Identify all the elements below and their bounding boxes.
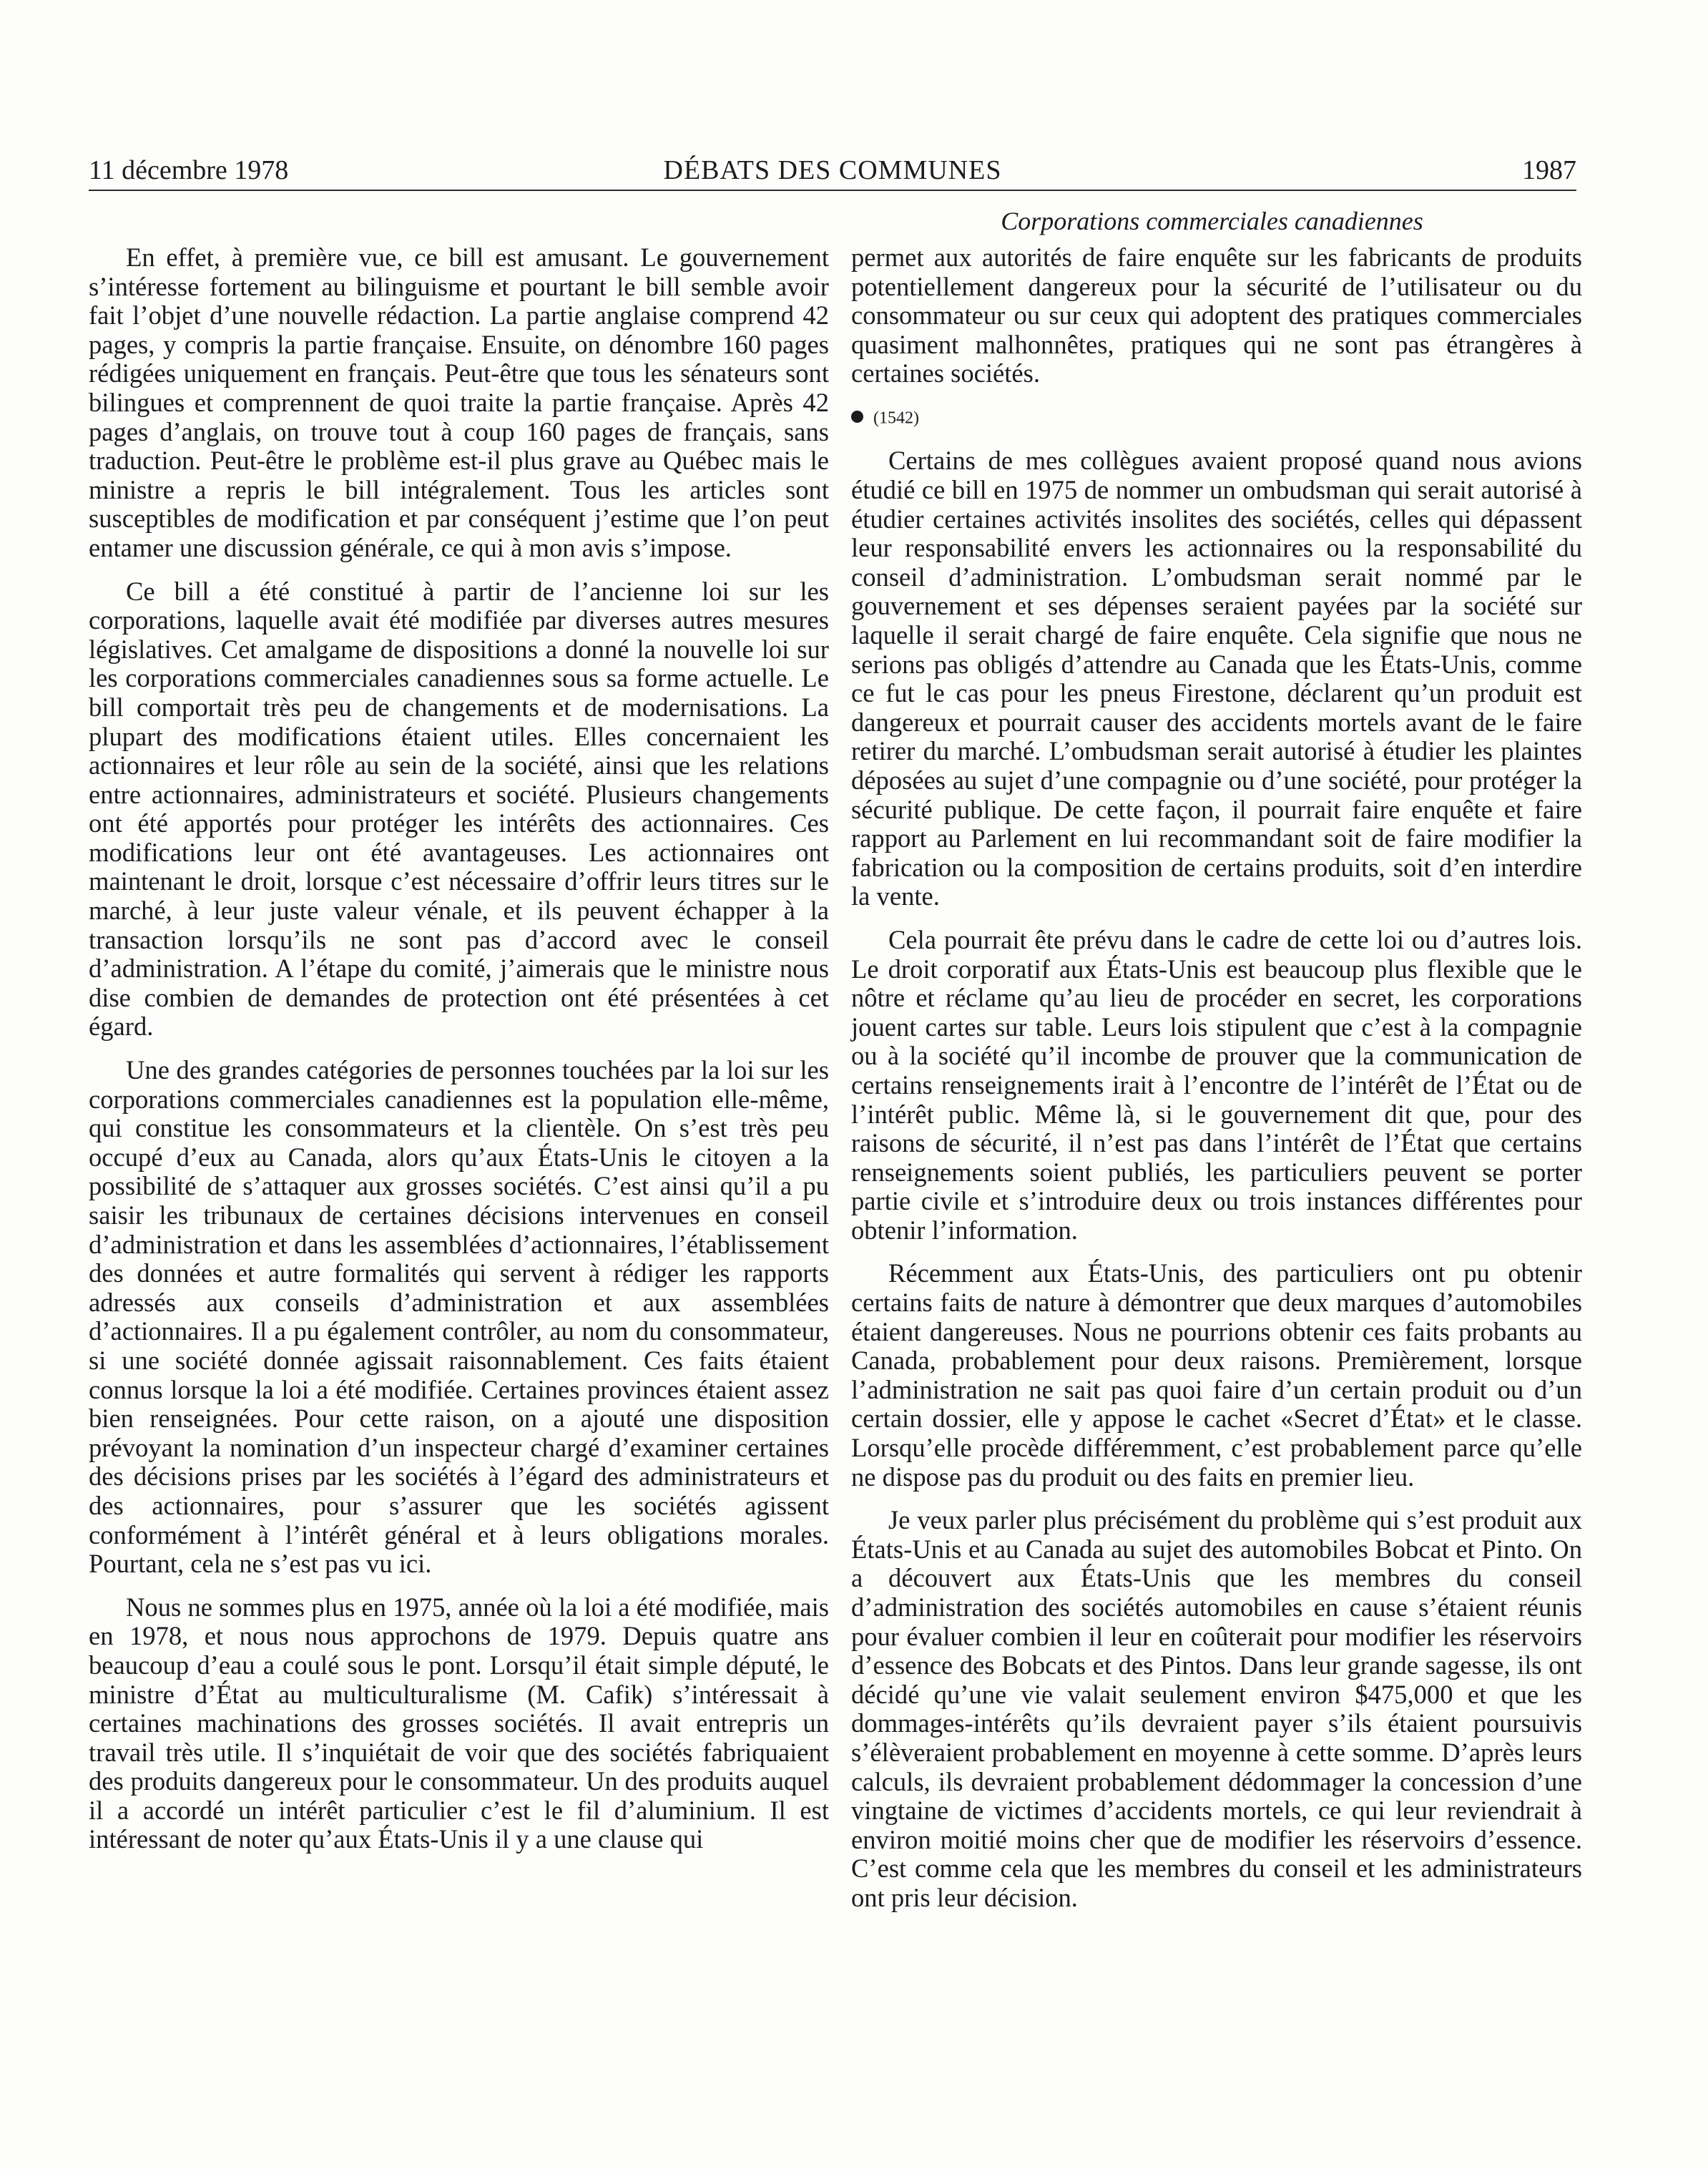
header-rule	[89, 190, 1576, 191]
header-title: DÉBATS DES COMMUNES	[663, 155, 1002, 185]
paragraph: Une des grandes catégories de personnes touchées par la loi sur les corporations commerciales canadiennes est la population elle-même, qui constitue les consommateurs et la clientèle. On s’est très peu occupé d’eux au Canada, alors qu’aux États-Unis le citoyen a la possibilité de s’attaquer aux grosses sociétés. C’est ainsi qu’il a pu saisir les tribunaux de certaines décisions intervenues en conseil d’administration et dans les assemblées d’actionnaires, l’établissement des données et autre formalités qui servent à rédiger les rapports adressés aux conseils d’administration et aux assemblées d’actionnaires. Il a pu également contrôler, au nom du consommateur, si une société donnée agissait raisonnablement. Ces faits étaient connus lorsque la loi a été modifiée. Certaines provinces étaient assez bien renseignées. Pour cette raison, on a ajouté une disposition prévoyant la nomination d’un inspecteur chargé d’examiner certaines des décisions prises par les sociétés à l’égard des administrateurs et des actionnaires, pour s’assurer que les sociétés agissent conformément à l’intérêt général et à leurs obligations morales. Pourtant, cela ne s’est pas vu ici.	[89, 1055, 829, 1579]
continued-paragraph: permet aux autorités de faire enquête sur les fabricants de produits potentiellement dangereux pour la sécurité de l’utilisateur ou du consommateur ou sur ceux qui adoptent des pratiques commerciales quasiment malhonnêtes, pratiques qui ne sont pas étrangères à certaines sociétés.	[851, 243, 1582, 388]
paragraph: Ce bill a été constitué à partir de l’ancienne loi sur les corporations, laquelle avait été modifiée par diverses autres mesures législatives. Cet amalgame de dispositions a donné la nouvelle loi sur les corporations commerciales canadiennes sous sa forme actuelle. Le bill comportait très peu de changements et de modernisations. La plupart des modifications étaient utiles. Elles concernaient les actionnaires et leur rôle au sein de la société, ainsi que les relations entre actionnaires, administrateurs et société. Plusieurs changements ont été apportés pour protéger les intérêts des actionnaires. Ces modifications leur ont été avantageuses. Les actionnaires ont maintenant le droit, lorsque c’est nécessaire d’offrir leurs titres sur le marché, à leur juste valeur vénale, et ils peuvent échapper à la transaction lorsqu’ils ne sont pas d’accord avec le conseil d’administration. A l’étape du comité, j’aimerais que le ministre nous dise combien de demandes de protection ont été présentées à cet égard.	[89, 576, 829, 1042]
bullet-icon	[851, 411, 863, 423]
paragraph: En effet, à première vue, ce bill est amusant. Le gouvernement s’intéresse fortement au bilinguisme et pourtant le bill semble avoir fait l’objet d’une nouvelle rédaction. La partie anglaise comprend 42 pages, y compris la partie française. Ensuite, on dénombre 160 pages rédigées uniquement en français. Peut-être que tous les sénateurs sont bilingues et comprennent de quoi traite la partie française. Après 42 pages d’anglais, on trouve tout à coup 160 pages de français, sans traduction. Peut-être le problème est-il plus grave au Québec mais le ministre a repris le bill intégralement. Tous les articles sont susceptibles de modification et par conséquent j’estime que l’on peut entamer une discussion générale, ce qui à mon avis s’impose.	[89, 243, 829, 562]
left-column	[89, 243, 829, 1869]
time-marker-label: (1542)	[873, 408, 919, 428]
page-number: 1987	[1522, 155, 1576, 185]
right-column	[851, 243, 1582, 1927]
paragraph: Nous ne sommes plus en 1975, année où la loi a été modifiée, mais en 1978, et nous nous approchons de 1979. Depuis quatre ans beaucoup d’eau a coulé sous le pont. Lorsqu’il était simple député, le ministre d’État au multiculturalisme (M. Cafik) s’intéressait à certaines machinations des grosses sociétés. Il avait entrepris un travail très utile. Il s’inquiétait de voir que des sociétés fabriquaient des produits dangereux pour le consommateur. Un des produits auquel il a accordé un intérêt particulier c’est le fil d’aluminium. Il est intéressant de noter qu’aux États-Unis il y a une clause qui	[89, 1592, 829, 1854]
header-date: 11 décembre 1978	[89, 155, 289, 185]
paragraph: Cela pourrait ête prévu dans le cadre de cette loi ou d’autres lois. Le droit corporatif aux États-Unis est beaucoup plus flexible que le nôtre et réclame qu’au lieu de procéder en secret, les corporations jouent cartes sur table. Leurs lois stipulent que c’est à la compagnie ou à la société qu’il incombe de prouver que la communication de certains renseignements irait à l’encontre de l’intérêt de l’État ou de l’intérêt public. Même là, si le gouvernement dit que, pour des raisons de sécurité, il n’est pas dans l’intérêt de l’État que certains renseignements soient publiés, les particuliers peuvent se porter partie civile et s’introduire deux ou trois instances différentes pour obtenir l’information.	[851, 924, 1582, 1245]
paragraph: Certains de mes collègues avaient proposé quand nous avions étudié ce bill en 1975 de nommer un ombudsman qui serait autorisé à étudier certaines activités insolites des sociétés, celles qui dépassent leur responsabilité envers les actionnaires ou la responsabilité du conseil d’administration. L’ombudsman serait nommé par le gouvernement et ses dépenses seraient payées par la société sur laquelle il serait chargé de faire enquête. Cela signifie que nous ne serions pas obligés d’attendre au Canada que les États-Unis, comme ce fut le cas pour les pneus Firestone, déclarent qu’un produit est dangereux et pourrait causer des accidents mortels avant de le faire retirer du marché. L’ombudsman serait autorisé à étudier les plaintes déposées au sujet d’une compagnie ou d’une société, pour protéger la sécurité publique. De cette façon, il pourrait faire enquête et faire rapport au Parlement en lui recommandant soit de faire modifier la fabrication ou la composition de certains produits, soit d’en interdire la vente.	[851, 446, 1582, 911]
paragraph: Je veux parler plus précisément du problème qui s’est produit aux États-Unis et au Canada au sujet des automobiles Bobcat et Pinto. On a découvert aux États-Unis que les membres du conseil d’administration des sociétés automobiles en cause s’étaient réunis pour évaluer combien il leur en coûterait pour modifier les réservoirs d’essence des Bobcats et des Pintos. Dans leur grande sagesse, ils ont décidé qu’une vie valait seulement environ $475,000 et que les dommages-intérêts qu’ils devraient payer s’ils étaient poursuivis s’élèveraient probablement en moyenne à cette somme. D’après leurs calculs, ils devraient probablement dédommager la concession d’une vingtaine de victimes d’accidents mortels, ce qui leur reviendrait à environ moitié moins cher que de modifier les réservoirs d’essence. C’est comme cela que les membres du conseil et les administrateurs ont pris leur décision.	[851, 1505, 1582, 1912]
page-header	[89, 150, 1576, 190]
section-subheading: Corporations commerciales canadiennes	[1001, 207, 1423, 235]
paragraph: Récemment aux États-Unis, des particuliers ont pu obtenir certains faits de nature à démontrer que deux marques d’automobiles étaient dangereuses. Nous ne pourrions obtenir ces faits probants au Canada, probablement pour deux raisons. Premièrement, lorsque l’administration ne sait pas quoi faire d’un certain produit ou d’un certain dossier, elle y appose le cachet «Secret d’État» et le classe. Lorsqu’elle procède différemment, c’est probablement parce qu’elle ne dispose pas du produit ou des faits en premier lieu.	[851, 1258, 1582, 1492]
time-marker	[851, 403, 1582, 432]
